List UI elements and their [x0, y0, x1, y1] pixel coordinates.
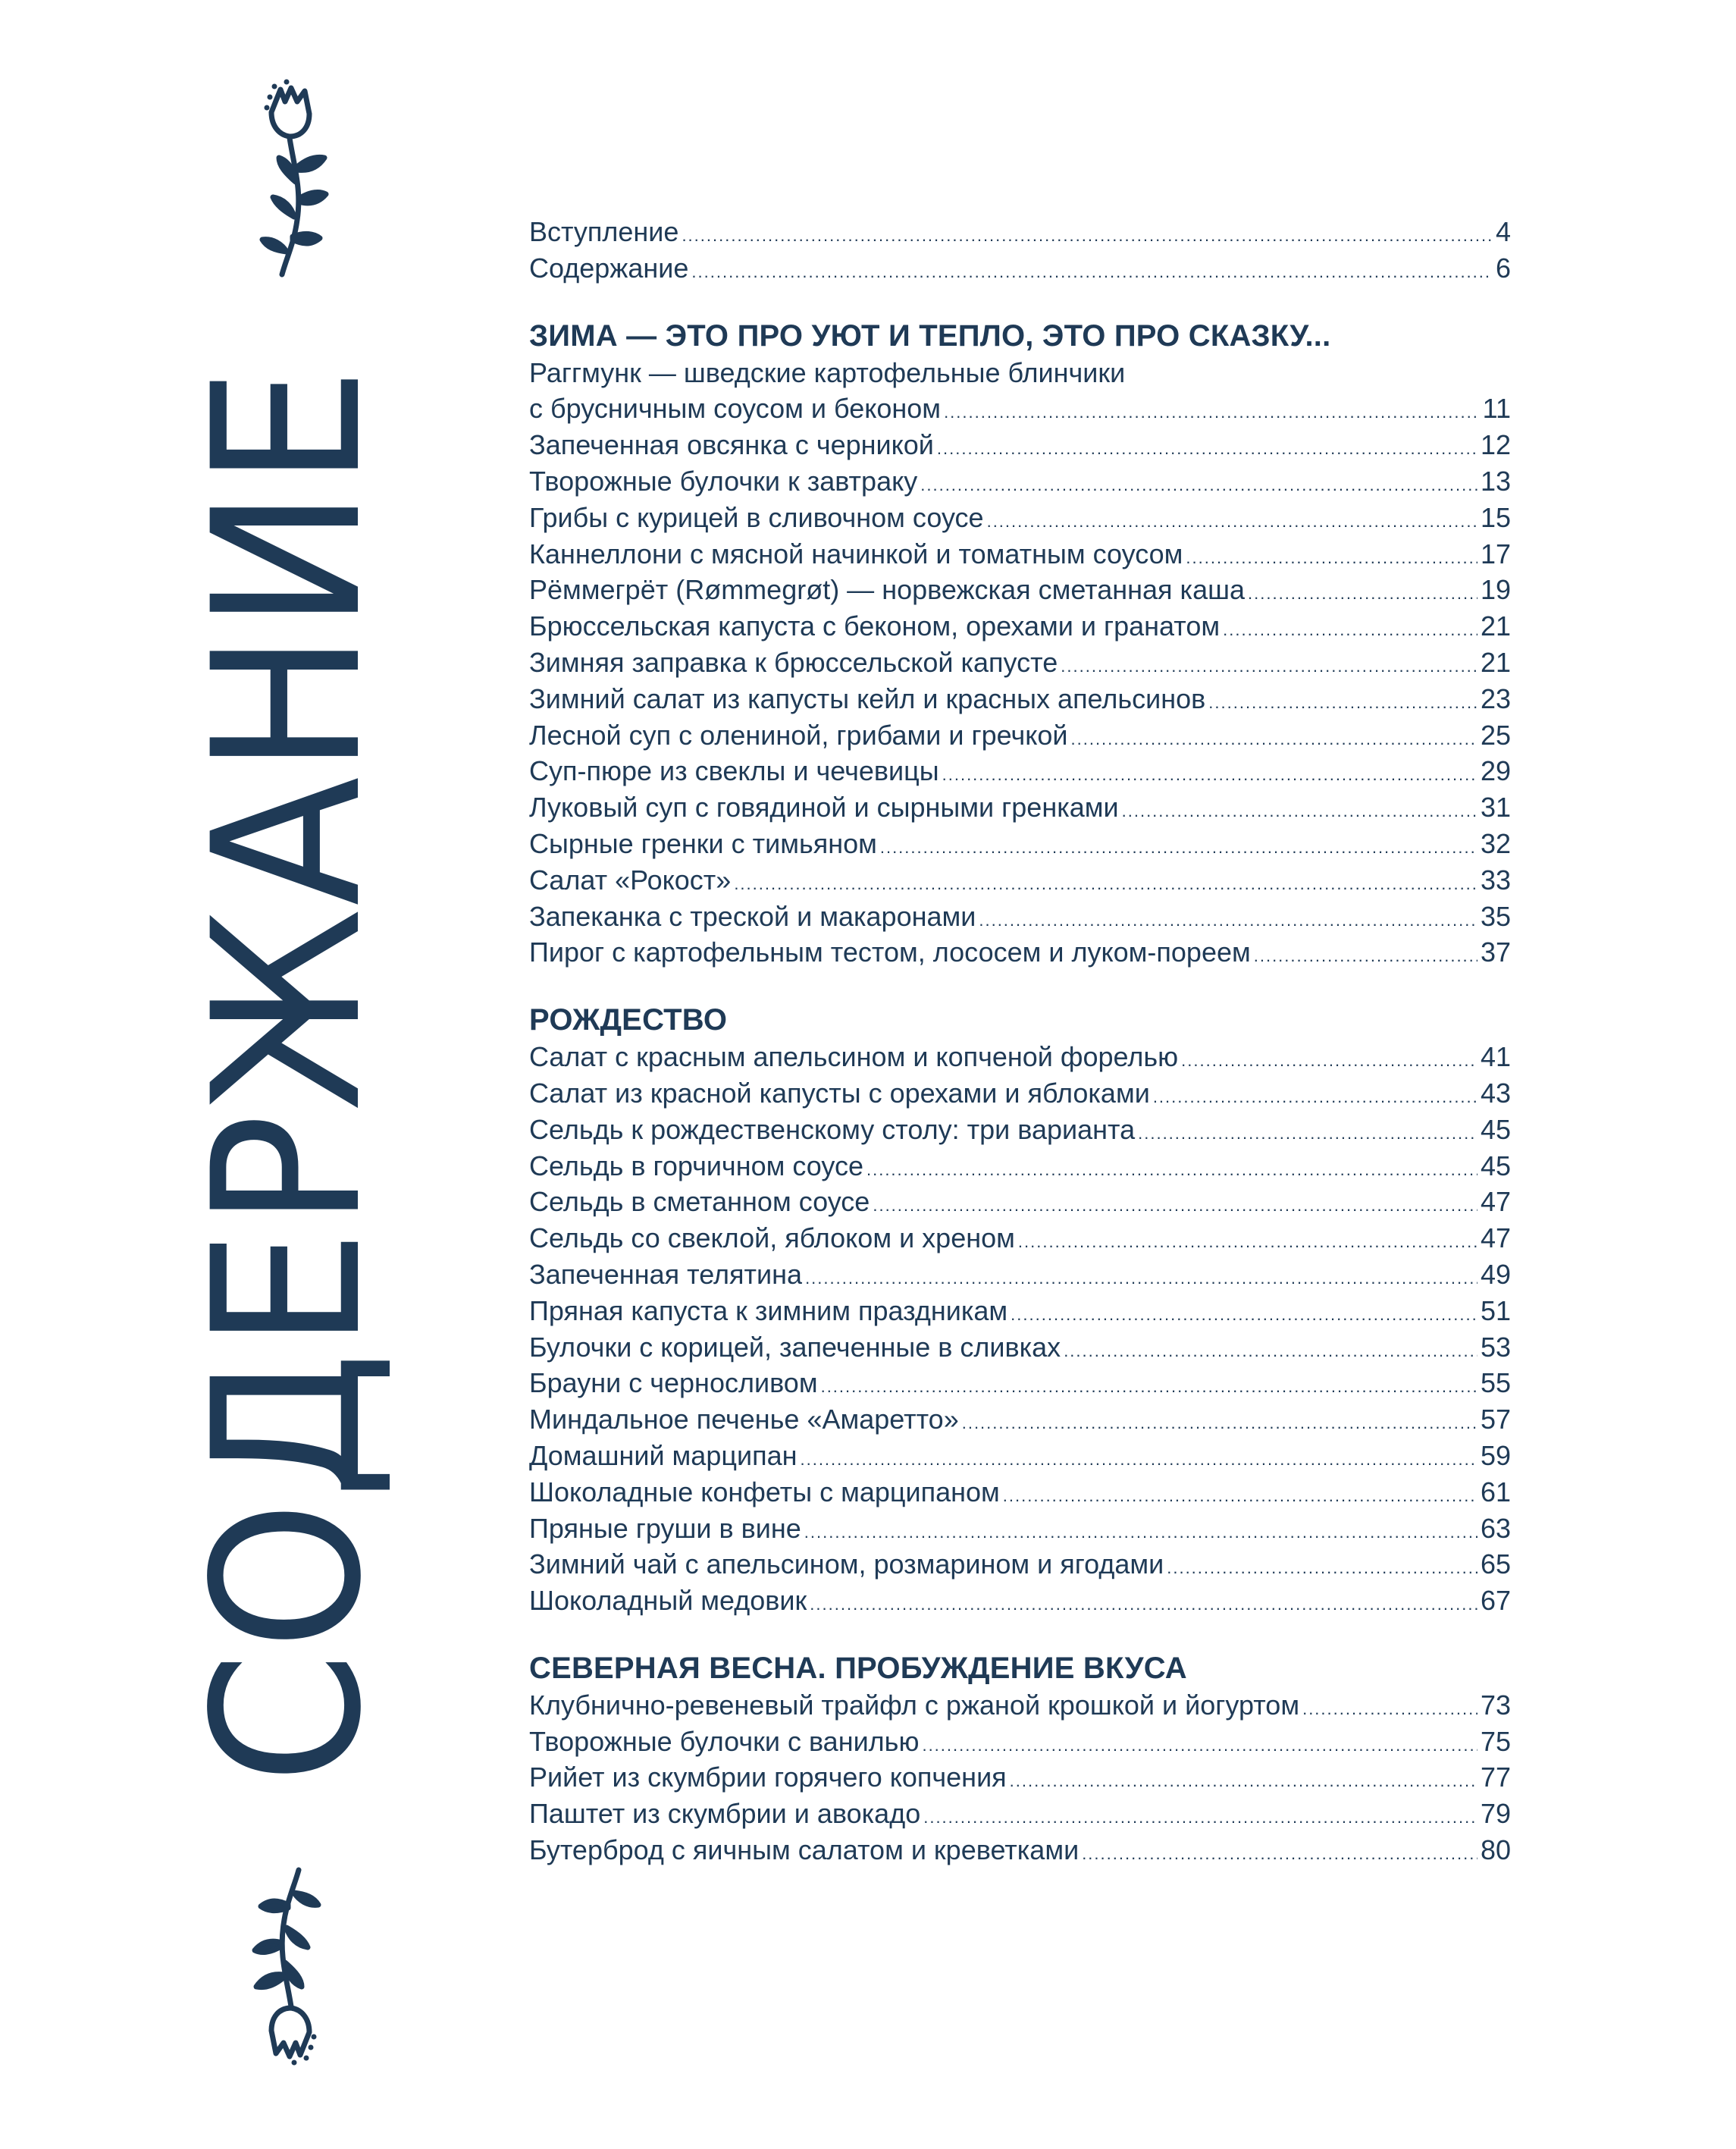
toc-leader-dots [1122, 793, 1477, 830]
toc-entry-title: Каннеллони с мясной начинкой и томатным соусом [529, 538, 1183, 569]
page-heading [170, 202, 406, 1947]
toc-entry[interactable] [529, 1075, 1511, 1112]
toc-section-heading[interactable]: РОЖДЕСТВО [529, 1003, 728, 1037]
toc-entry-title: Салат «Рокост» [529, 864, 732, 896]
toc-entry[interactable] [529, 463, 1511, 500]
toc-entry-page: 15 [1480, 501, 1511, 533]
toc-entry-page: 31 [1480, 792, 1511, 824]
toc-intro [529, 214, 1511, 287]
toc-entry-title: Сельдь в сметанном соусе [529, 1186, 870, 1218]
toc-entry-title: Сельдь в горчичном соусе [529, 1150, 863, 1181]
toc-entry-title: Творожные булочки к завтраку [529, 465, 918, 497]
toc-leader-dots [810, 1586, 1477, 1623]
toc-entry[interactable] [529, 1256, 1511, 1293]
toc-section [529, 317, 1511, 971]
toc-entry-page: 75 [1480, 1725, 1511, 1757]
toc-leader-dots [1018, 1224, 1477, 1260]
toc-entry-page: 37 [1480, 936, 1511, 968]
toc-section-heading[interactable]: ЗИМА — ЭТО ПРО УЮТ И ТЕПЛО, ЭТО ПРО СКАЗКУ... [529, 318, 1331, 353]
toc-entry[interactable] [529, 934, 1511, 971]
toc-entry-page: 32 [1480, 827, 1511, 859]
toc-entry-page: 73 [1480, 1689, 1511, 1721]
toc-leader-dots [1064, 1333, 1477, 1369]
flower-sprig-icon [241, 1849, 340, 2069]
toc-entry-page: 21 [1480, 646, 1511, 678]
toc-entry-page: 23 [1480, 682, 1511, 714]
toc-entry-page: 45 [1480, 1113, 1511, 1145]
toc-entry-title: Сельдь со свеклой, яблоком и хреном [529, 1222, 1015, 1254]
toc-entry[interactable] [529, 789, 1511, 826]
toc-entry-page: 21 [1480, 610, 1511, 642]
toc-entry[interactable] [529, 1474, 1511, 1511]
toc-entry[interactable] [529, 214, 1511, 250]
toc-leader-dots [922, 1727, 1477, 1764]
toc-entry[interactable] [529, 1220, 1511, 1256]
toc-entry[interactable] [529, 1832, 1511, 1868]
toc-entry[interactable] [529, 608, 1511, 645]
toc-leader-dots [1138, 1115, 1477, 1152]
toc-entry-page: 65 [1480, 1548, 1511, 1580]
toc-entry[interactable] [529, 645, 1511, 681]
toc-entry-page: 11 [1482, 393, 1511, 425]
toc-entry[interactable] [529, 250, 1511, 287]
toc-entry[interactable] [529, 681, 1511, 717]
toc-leader-dots [987, 504, 1477, 540]
toc-entry[interactable] [529, 1546, 1511, 1583]
toc-entry-title: Паштет из скумбрии и авокадо [529, 1798, 921, 1830]
toc-entry-title: Содержание [529, 252, 689, 284]
toc-section-heading[interactable]: СЕВЕРНАЯ ВЕСНА. ПРОБУЖДЕНИЕ ВКУСА [529, 1651, 1187, 1685]
toc-leader-dots [873, 1187, 1477, 1224]
toc-entry[interactable] [529, 1796, 1511, 1832]
toc-entry-title: Запеканка с треской и макаронами [529, 900, 976, 932]
toc-entry[interactable] [529, 1511, 1511, 1547]
toc-entry-title: Клубнично-ревеневый трайфл с ржаной крошкой и йогуртом [529, 1689, 1300, 1721]
toc-entry-title: Шоколадные конфеты с марципаном [529, 1476, 1000, 1507]
toc-leader-dots [942, 757, 1477, 793]
toc-entry-title: Вступление [529, 216, 679, 247]
toc-leader-dots [805, 1260, 1477, 1297]
toc-entry[interactable] [529, 1148, 1511, 1184]
toc-leader-dots [880, 830, 1477, 866]
toc-entry-title: Зимний чай с апельсином, розмарином и ягодами [529, 1548, 1164, 1580]
toc-entry-page: 49 [1480, 1258, 1511, 1290]
toc-entry[interactable] [529, 862, 1511, 899]
toc-entry-title: Брауни с черносливом [529, 1367, 818, 1399]
toc-entry-title: Суп-пюре из свеклы и чечевицы [529, 755, 939, 787]
toc-leader-dots [1167, 1550, 1477, 1586]
page-heading-text: СОДЕРЖАНИЕ [170, 365, 406, 1784]
toc-entry[interactable] [529, 1329, 1511, 1366]
toc-leader-dots [979, 902, 1477, 939]
toc-leader-dots [1186, 540, 1477, 576]
toc-entry[interactable] [529, 753, 1511, 789]
toc-entry[interactable] [529, 1583, 1511, 1619]
toc-entry[interactable] [529, 1759, 1511, 1796]
toc-entry-title: Грибы с курицей в сливочном соусе [529, 501, 984, 533]
toc-section [529, 1649, 1511, 1868]
toc-entry-page: 61 [1480, 1476, 1511, 1507]
toc-entry-title: Творожные булочки с ванилью [529, 1725, 920, 1757]
toc-leader-dots [1061, 648, 1477, 685]
toc-entry-page: 13 [1480, 465, 1511, 497]
toc-entry-title: Лесной суп с олениной, грибами и гречкой [529, 719, 1068, 751]
toc-leader-dots [937, 431, 1477, 467]
toc-entry-title: Булочки с корицей, запеченные в сливках [529, 1331, 1061, 1363]
toc-entry-title: Запеченная телятина [529, 1258, 803, 1290]
toc-leader-dots [1010, 1763, 1477, 1799]
toc-leader-dots [920, 467, 1477, 504]
toc-entry[interactable] [529, 1687, 1511, 1724]
toc-leader-dots [866, 1152, 1477, 1188]
toc-entry[interactable] [529, 500, 1511, 536]
toc-entry-page: 29 [1480, 755, 1511, 787]
toc-entry-page: 47 [1480, 1222, 1511, 1254]
toc-leader-dots [1071, 721, 1477, 758]
toc-entry-page: 12 [1480, 429, 1511, 461]
toc-entry-page: 80 [1480, 1834, 1511, 1866]
toc-leader-dots [734, 866, 1477, 902]
toc-entry-page: 6 [1495, 252, 1511, 284]
toc-entry-title: Пирог с картофельным тестом, лососем и луком-пореем [529, 936, 1251, 968]
toc-entry-page: 41 [1480, 1041, 1511, 1073]
toc-entry-title: Пряная капуста к зимним праздникам [529, 1294, 1008, 1326]
toc-leader-dots [1254, 938, 1477, 974]
toc-leader-dots [923, 1799, 1477, 1836]
toc-entry-title: Домашний марципан [529, 1439, 797, 1471]
toc-entry-page: 19 [1480, 574, 1511, 606]
toc-entry-page: 25 [1480, 719, 1511, 751]
toc-leader-dots [800, 1442, 1477, 1478]
toc-entry[interactable] [529, 1401, 1511, 1438]
toc-entry-page: 33 [1480, 864, 1511, 896]
toc-entry-page: 57 [1480, 1404, 1511, 1435]
toc-leader-dots [682, 218, 1493, 254]
toc-entry-page: 67 [1480, 1585, 1511, 1617]
toc-entry-title: Луковый суп с говядиной и сырными гренками [529, 792, 1119, 824]
toc-entry[interactable] [529, 1112, 1511, 1148]
toc-leader-dots [1181, 1043, 1477, 1079]
toc-leader-dots [1208, 685, 1477, 721]
toc-entry-title: Брюссельская капуста с беконом, орехами и гранатом [529, 610, 1221, 642]
toc-leader-dots [1003, 1478, 1477, 1514]
toc-leader-dots [1223, 612, 1477, 648]
toc-entry-page: 77 [1480, 1762, 1511, 1793]
toc-entry-page: 63 [1480, 1512, 1511, 1544]
toc-entry[interactable] [529, 1039, 1511, 1075]
toc-entry[interactable] [529, 1365, 1511, 1401]
toc-entry-page: 35 [1480, 900, 1511, 932]
toc-entry-page: 79 [1480, 1798, 1511, 1830]
toc-leader-dots [944, 394, 1480, 431]
toc-entry-title: Сельдь к рождественскому столу: три варианта [529, 1113, 1136, 1145]
toc-entry[interactable] [529, 1184, 1511, 1220]
toc-entry[interactable] [529, 826, 1511, 862]
toc-entry[interactable] [529, 1438, 1511, 1474]
toc-leader-dots [1153, 1079, 1477, 1115]
toc-entry-title: Шоколадный медовик [529, 1585, 807, 1617]
toc-entry-title: Миндальное печенье «Амаретто» [529, 1404, 959, 1435]
toc-entry[interactable] [529, 572, 1511, 608]
toc-entry-title: Зимняя заправка к брюссельской капусте [529, 646, 1058, 678]
toc-entry[interactable] [529, 391, 1511, 427]
table-of-contents [529, 214, 1511, 1868]
toc-entry-title: Сырные гренки с тимьяном [529, 827, 877, 859]
toc-entry-title: с брусничным соусом и беконом [529, 393, 942, 425]
toc-entry-title: Бутерброд с яичным салатом и креветками [529, 1834, 1080, 1866]
toc-entry-page: 51 [1480, 1294, 1511, 1326]
toc-leader-dots [821, 1369, 1477, 1405]
toc-entry[interactable] [529, 536, 1511, 573]
toc-entry[interactable] [529, 717, 1511, 754]
toc-entry-page: 4 [1495, 216, 1511, 247]
toc-entry[interactable] [529, 427, 1511, 463]
toc-entry-title: Пряные груши в вине [529, 1512, 801, 1544]
toc-entry-page: 53 [1480, 1331, 1511, 1363]
toc-entry-title-line[interactable]: Раггмунк — шведские картофельные блинчики [529, 356, 1126, 388]
toc-entry-page: 47 [1480, 1186, 1511, 1218]
toc-entry-title: Запеченная овсянка с черникой [529, 429, 934, 461]
toc-entry[interactable] [529, 1724, 1511, 1760]
toc-leader-dots [1011, 1297, 1477, 1333]
toc-leader-dots [804, 1514, 1477, 1551]
toc-entry-title: Рёммегрёт (Rømmegrøt) — норвежская сметанная каша [529, 574, 1246, 606]
toc-entry-page: 17 [1480, 538, 1511, 569]
toc-entry[interactable] [529, 899, 1511, 935]
toc-entry-title: Зимний салат из капусты кейл и красных апельсинов [529, 682, 1206, 714]
toc-entry-title: Салат с красным апельсином и копченой форелью [529, 1041, 1179, 1073]
toc-leader-dots [1248, 576, 1477, 612]
toc-leader-dots [691, 254, 1493, 290]
toc-entry-page: 45 [1480, 1150, 1511, 1181]
toc-entry-title: Салат из красной капусты с орехами и яблоками [529, 1077, 1150, 1109]
toc-entry-page: 55 [1480, 1367, 1511, 1399]
toc-entry-page: 43 [1480, 1077, 1511, 1109]
toc-leader-dots [1302, 1691, 1477, 1727]
toc-leader-dots [1082, 1836, 1477, 1872]
toc-section [529, 1001, 1511, 1619]
toc-entry[interactable] [529, 1293, 1511, 1329]
toc-leader-dots [962, 1405, 1477, 1442]
toc-entry-title: Рийет из скумбрии горячего копчения [529, 1762, 1007, 1793]
toc-entry-page: 59 [1480, 1439, 1511, 1471]
